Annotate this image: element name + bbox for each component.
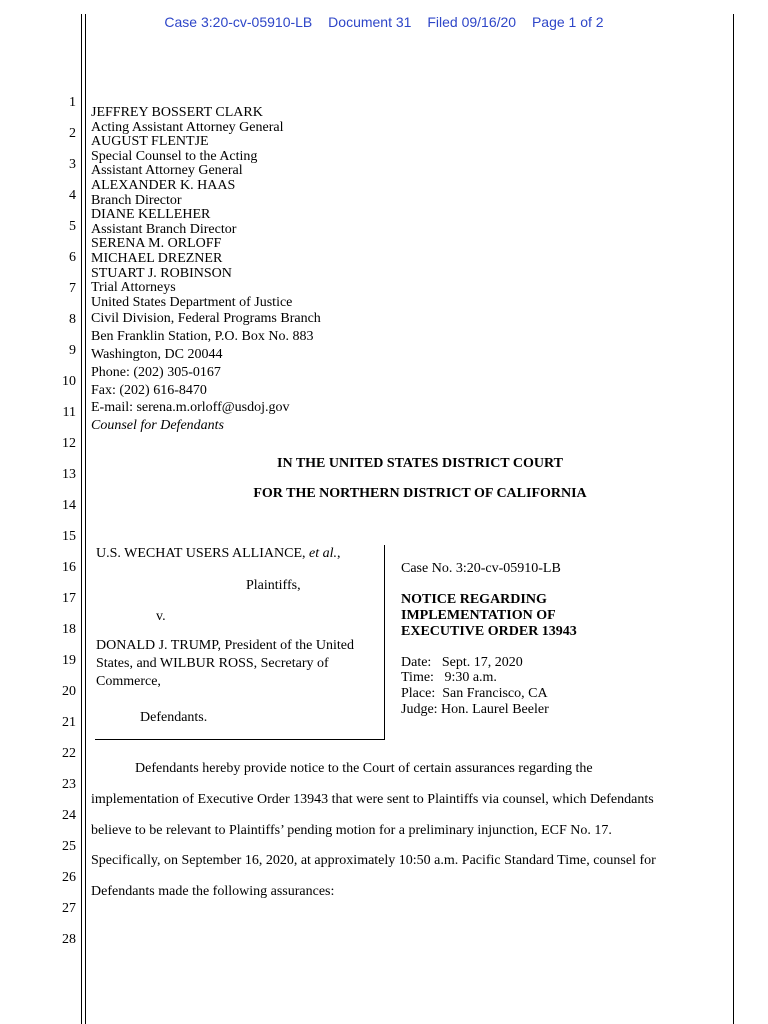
- line-number: 2: [69, 126, 76, 141]
- court-name: IN THE UNITED STATES DISTRICT COURT: [277, 456, 563, 471]
- line-number: 27: [62, 901, 76, 916]
- email-line: E-mail: serena.m.orloff@usdoj.gov: [91, 400, 290, 416]
- line-number: 5: [69, 219, 76, 234]
- versus-label: v.: [156, 609, 166, 624]
- counsel-line: ALEXANDER K. HAAS: [91, 177, 236, 193]
- counsel-line: SERENA M. ORLOFF: [91, 236, 222, 252]
- document-title-line: EXECUTIVE ORDER 13943: [401, 624, 577, 639]
- hearing-time: Time: 9:30 a.m.: [401, 670, 497, 685]
- counsel-line: STUART J. ROBINSON: [91, 265, 232, 281]
- phone-line: Phone: (202) 305-0167: [91, 364, 221, 380]
- document-title-line: IMPLEMENTATION OF: [401, 608, 556, 623]
- counsel-line: Acting Assistant Attorney General: [91, 119, 284, 135]
- case-number-caption: Case No. 3:20-cv-05910-LB: [401, 561, 561, 576]
- line-number: 7: [69, 281, 76, 296]
- line-number: 10: [62, 374, 76, 389]
- page-indicator: Page 1 of 2: [531, 14, 604, 30]
- filed-date: Filed 09/16/20: [427, 14, 517, 30]
- counsel-line: United States Department of Justice: [91, 294, 293, 310]
- line-number: 20: [62, 684, 76, 699]
- line-number: 11: [62, 405, 76, 420]
- body-paragraph-line: Defendants made the following assurances:: [91, 884, 335, 899]
- body-paragraph-line: believe to be relevant to Plaintiffs’ pending motion for a preliminary injunction, ECF No. 17.: [91, 823, 612, 838]
- et-al-text: et al.: [309, 546, 338, 561]
- line-number: 25: [62, 839, 76, 854]
- line-number: 13: [62, 467, 76, 482]
- document-number: Document 31: [328, 14, 412, 30]
- left-margin-rule: [81, 14, 82, 1024]
- counsel-line: DIANE KELLEHER: [91, 207, 211, 223]
- line-number: 9: [69, 343, 76, 358]
- line-number: 19: [62, 653, 76, 668]
- line-number: 3: [69, 157, 76, 172]
- counsel-caption: [91, 106, 321, 435]
- line-number: 12: [62, 436, 76, 451]
- counsel-line: Trial Attorneys: [91, 280, 176, 296]
- plaintiff-text: U.S. WECHAT USERS ALLIANCE,: [96, 546, 310, 561]
- line-number: 6: [69, 250, 76, 265]
- line-number: 18: [62, 622, 76, 637]
- counsel-line: Special Counsel to the Acting: [91, 148, 258, 164]
- case-number: Case 3:20-cv-05910-LB: [164, 14, 313, 30]
- counsel-line: Assistant Attorney General: [91, 163, 243, 179]
- caption-box-rule-vertical: [384, 545, 385, 740]
- caption-box-rule-horizontal: [95, 739, 385, 740]
- body-paragraph-line: Specifically, on September 16, 2020, at approximately 10:50 a.m. Pacific Standard Time, counsel for: [91, 853, 656, 868]
- document-title-line: NOTICE REGARDING: [401, 592, 547, 607]
- defendant-line: Commerce,: [96, 674, 161, 689]
- address-line: Civil Division, Federal Programs Branch: [91, 311, 321, 327]
- counsel-line: Branch Director: [91, 192, 182, 208]
- plaintiff-suffix: ,: [337, 546, 341, 561]
- hearing-judge: Judge: Hon. Laurel Beeler: [401, 702, 549, 717]
- line-number: 23: [62, 777, 76, 792]
- hearing-place: Place: San Francisco, CA: [401, 686, 548, 701]
- line-number: 16: [62, 560, 76, 575]
- defendant-line: DONALD J. TRUMP, President of the United: [96, 638, 354, 653]
- line-number: 21: [62, 715, 76, 730]
- line-number: 17: [62, 591, 76, 606]
- counsel-line: MICHAEL DREZNER: [91, 250, 223, 266]
- counsel-line: Assistant Branch Director: [91, 221, 237, 237]
- body-paragraph-line: implementation of Executive Order 13943 that were sent to Plaintiffs via counsel, which Defendants: [91, 792, 654, 807]
- line-number: 8: [69, 312, 76, 327]
- line-number: 22: [62, 746, 76, 761]
- right-margin-rule: [733, 14, 734, 1024]
- counsel-line: JEFFREY BOSSERT CLARK: [91, 105, 263, 120]
- plaintiff-name: [96, 546, 341, 562]
- hearing-date: Date: Sept. 17, 2020: [401, 655, 523, 670]
- line-number: 28: [62, 932, 76, 947]
- line-number: 1: [69, 95, 76, 110]
- fax-line: Fax: (202) 616-8470: [91, 382, 207, 398]
- line-number: 14: [62, 498, 76, 513]
- address-line: Washington, DC 20044: [91, 346, 223, 362]
- line-number: 4: [69, 188, 76, 203]
- court-district: FOR THE NORTHERN DISTRICT OF CALIFORNIA: [253, 486, 587, 501]
- line-number: 26: [62, 870, 76, 885]
- line-number: 24: [62, 808, 76, 823]
- body-paragraph-line: Defendants hereby provide notice to the Court of certain assurances regarding the: [135, 761, 593, 776]
- plaintiffs-label: Plaintiffs,: [246, 578, 301, 593]
- defendant-line: States, and WILBUR ROSS, Secretary of: [96, 656, 329, 671]
- case-header: [0, 14, 768, 30]
- line-number: 15: [62, 529, 76, 544]
- left-margin-rule-inner: [85, 14, 86, 1024]
- counsel-role: Counsel for Defendants: [91, 418, 224, 434]
- address-line: Ben Franklin Station, P.O. Box No. 883: [91, 329, 314, 345]
- counsel-line: AUGUST FLENTJE: [91, 134, 209, 150]
- defendants-label: Defendants.: [140, 710, 208, 725]
